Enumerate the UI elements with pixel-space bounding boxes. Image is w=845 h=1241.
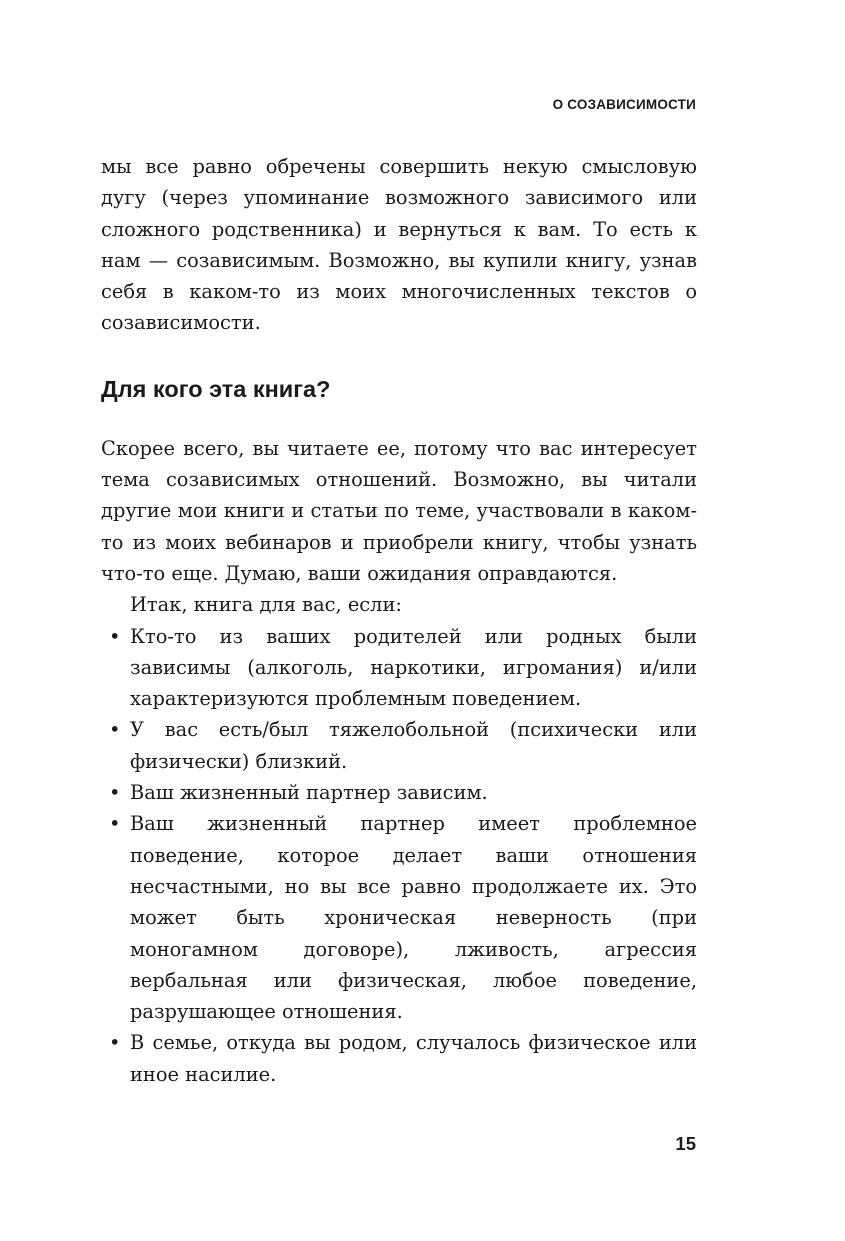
list-item (101, 808, 697, 1027)
list-item (101, 1027, 697, 1090)
bullet-icon: • (109, 812, 121, 836)
bullet-icon: • (109, 624, 121, 648)
running-header: О СОЗАВИСИМОСТИ (552, 97, 696, 112)
bullet-icon: • (109, 1031, 121, 1055)
list-item-text: У вас есть/был тяжелобольной (психически или физически) близкий. (130, 718, 697, 773)
page-body (101, 151, 697, 1090)
list-item-text: В семье, откуда вы родом, случалось физическое или иное насилие. (130, 1031, 697, 1086)
bullet-icon: • (109, 718, 121, 742)
list-item-text: Ваш жизненный партнер зависим. (130, 781, 488, 805)
list-item-text: Ваш жизненный партнер имеет проблемное поведение, которое делает ваши отношения несчастными, но вы все равно продолжаете их. Это может быть хроническая неверность (при моногамном договоре), лживость, агрессия вербальная или физическая, любое поведение, разрушающее отношения. (130, 812, 697, 1024)
criteria-list (101, 621, 697, 1090)
section-paragraph: Скорее всего, вы читаете ее, потому что вас интересует тема созависимых отношений. Возможно, вы читали другие мои книги и статьи по теме, участвовали в каком-то из моих вебинаров и приобрели книгу, чтобы узнать что-то еще. Думаю, ваши ожидания оправдаются. (101, 436, 697, 585)
list-lead-in: Итак, книга для вас, если: (130, 593, 402, 617)
list-item (101, 714, 697, 777)
bullet-icon: • (109, 781, 121, 805)
list-item (101, 621, 697, 715)
intro-paragraph: мы все равно обречены совершить некую смысловую дугу (через упоминание возможного зависимого или сложного родственника) и вернуться к вам. То есть к нам — созависимым. Возможно, вы купили книгу, узнав себя в каком-то из моих многочисленных текстов о созависимости. (101, 155, 697, 335)
list-item-text: Кто-то из ваших родителей или родных были зависимы (алкоголь, наркотики, игромания) и/или характеризуются проблемным поведением. (130, 624, 697, 711)
section-heading: Для кого эта книга? (101, 375, 331, 402)
page-number: 15 (675, 1133, 696, 1154)
list-item (101, 777, 697, 808)
